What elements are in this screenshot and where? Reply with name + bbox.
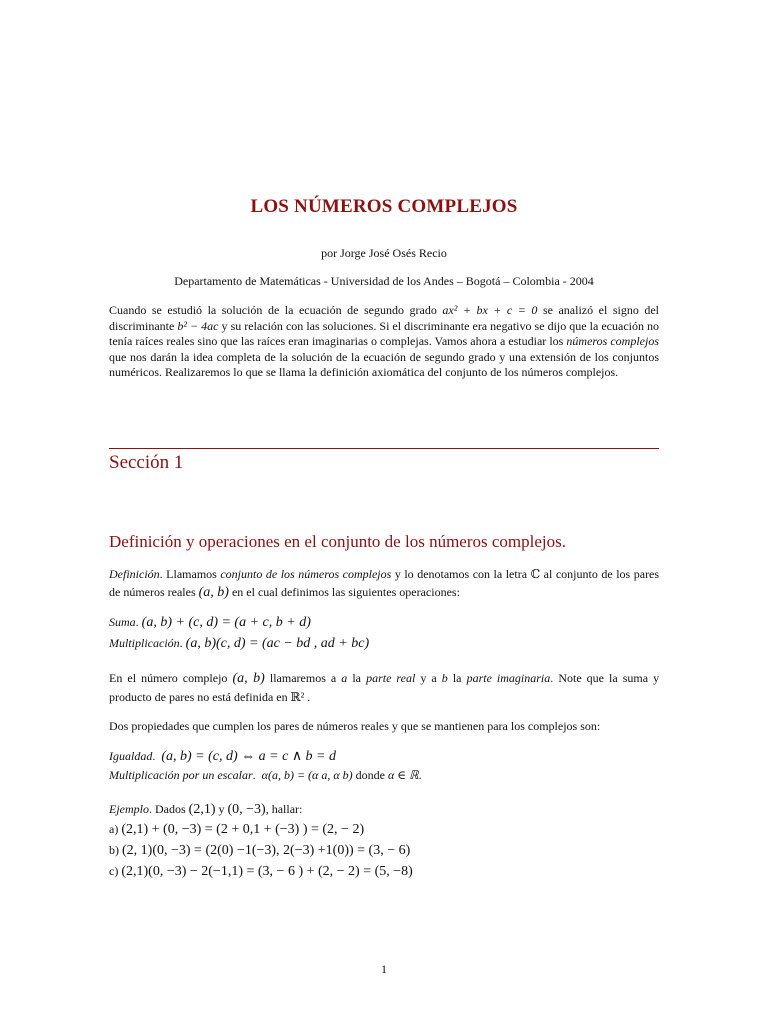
definition-text-1: . Llamamos bbox=[159, 567, 217, 581]
subsection-heading: Definición y operaciones en el conjunto de los números complejos. bbox=[109, 532, 566, 551]
equality-property: Igualdad. (a, b) = (c, d) ⇔ a = c ∧ b = d bbox=[109, 749, 337, 764]
example-item-equation: (2, 1)(0, −3) = (2(0) −1(−3), 2(−3) +1(0)) = (3, − 6) bbox=[122, 843, 411, 858]
complex-set-symbol: ℂ bbox=[530, 567, 541, 581]
example-item bbox=[109, 821, 659, 838]
parts-text-6: . Note que la bbox=[550, 671, 618, 685]
sum-equation: (a, b) + (c, d) = (a + c, b + d) bbox=[141, 615, 311, 630]
var-a: a bbox=[341, 671, 348, 685]
multiplication-definition: Multiplicación. (a, b)(c, d) = (ac − bd , ad + bc) bbox=[109, 636, 370, 651]
properties-intro: Dos propiedades que cumplen los pares de números reales y que se mantienen para los complejos son: bbox=[109, 719, 601, 733]
parts-text-8: . bbox=[307, 690, 311, 704]
section-heading: Sección 1 bbox=[109, 452, 184, 473]
scalar-property: Multiplicación por un escalar. α(a, b) = (α a, α b) donde α ∈ ℝ. bbox=[109, 768, 422, 782]
author-line: por Jorge José Osés Recio bbox=[321, 246, 447, 260]
example-label: Ejemplo bbox=[109, 802, 149, 816]
sum-label: Suma bbox=[109, 615, 136, 629]
equality-equation: (a, b) = (c, d) ⇔ a = c ∧ b = d bbox=[161, 749, 337, 764]
parts-text-1: En el número complejo bbox=[109, 671, 228, 685]
example-item-letter: b) bbox=[109, 843, 119, 857]
intro-text-2: se analizó el signo del discriminante bbox=[109, 303, 660, 333]
intro-text-4: que nos darán la idea completa de la solución de la ecuación de segundo grado y una extensión de los conjuntos numéricos. Realizaremos lo que se llama la definición axiomática del conjunto de los números complejos. bbox=[109, 349, 659, 379]
multiplication-label: Multiplicación bbox=[109, 636, 180, 650]
section-divider bbox=[109, 448, 659, 449]
definition-label: Definición bbox=[109, 567, 160, 581]
example-item bbox=[109, 842, 659, 859]
example-item-equation: (2,1)(0, −3) − 2(−1,1) = (3, − 6 ) + (2, − 2) = (5, −8) bbox=[121, 864, 413, 879]
parts-text-4: y a bbox=[420, 671, 437, 685]
definition-text-4: los pares de números reales bbox=[109, 567, 660, 599]
parts-text-2: llamaremos a bbox=[269, 671, 337, 685]
r2-symbol: ℝ² bbox=[290, 690, 305, 704]
quadratic-equation: ax² + bx + c = 0 bbox=[442, 303, 538, 317]
definition-emphasis: conjunto de los números complejos bbox=[220, 567, 392, 581]
parts-paragraph bbox=[109, 669, 659, 707]
scalar-label: Multiplicación por un escalar bbox=[109, 768, 253, 782]
example-text-3: , hallar: bbox=[265, 802, 303, 816]
definition-paragraph bbox=[109, 565, 659, 602]
parts-pair: (a, b) bbox=[232, 671, 265, 686]
scalar-text-1: donde bbox=[355, 768, 385, 782]
intro-emphasis: números complejos bbox=[566, 334, 660, 348]
multiplication-equation: (a, b)(c, d) = (ac − bd , ad + bc) bbox=[185, 636, 370, 651]
discriminant-expression: b² − 4ac bbox=[177, 318, 219, 333]
definition-text-3: al conjunto de bbox=[543, 567, 613, 581]
example-pair-1: (2,1) bbox=[188, 802, 216, 817]
intro-text-1: Cuando se estudió la solución de la ecuación de segundo grado bbox=[109, 303, 437, 317]
example-text-1: . Dados bbox=[149, 802, 186, 816]
real-part-term: parte real bbox=[366, 671, 416, 685]
example-intro bbox=[109, 801, 659, 818]
sum-definition: Suma. (a, b) + (c, d) = (a + c, b + d) bbox=[109, 615, 311, 630]
example-item-equation: (2,1) + (0, −3) = (2 + 0,1 + (−3) ) = (2, − 2) bbox=[121, 822, 365, 837]
example-text-2: y bbox=[218, 802, 225, 816]
parts-text-3: la bbox=[352, 671, 362, 685]
equality-label: Igualdad bbox=[109, 749, 153, 763]
scalar-condition: α ∈ ℝ bbox=[387, 768, 419, 782]
parts-text-7: suma y producto de pares no está definida en bbox=[109, 671, 660, 704]
var-b: b bbox=[441, 671, 448, 685]
intro-text-3: y su relación con las soluciones. Si el discriminante era negativo se dijo que la ecuación no tenía raíces reales sino que las raíces eran imaginarias o complejas. Vamos ahora a estudiar los bbox=[109, 318, 660, 348]
pair-ab: (a, b) bbox=[198, 585, 229, 600]
example-item bbox=[109, 863, 659, 880]
scalar-equation: α(a, b) = (α a, α b) bbox=[261, 768, 353, 782]
definition-text-2: y lo denotamos con la letra bbox=[394, 567, 528, 581]
parts-text-5: la bbox=[452, 671, 462, 685]
example-pair-2: (0, −3) bbox=[227, 802, 266, 817]
example-item-letter: a) bbox=[109, 822, 119, 836]
page-number: 1 bbox=[381, 962, 387, 976]
example-item-letter: c) bbox=[109, 864, 119, 878]
department-line: Departamento de Matemáticas - Universidad de los Andes – Bogotá – Colombia - 2004 bbox=[174, 274, 594, 288]
imaginary-part-term: parte imaginaria bbox=[466, 671, 551, 685]
document-title: LOS NÚMEROS COMPLEJOS bbox=[250, 196, 518, 217]
scalar-text-2: . bbox=[418, 768, 422, 782]
intro-paragraph bbox=[109, 303, 659, 381]
definition-text-5: en el cual definimos las siguientes operaciones: bbox=[231, 585, 460, 599]
